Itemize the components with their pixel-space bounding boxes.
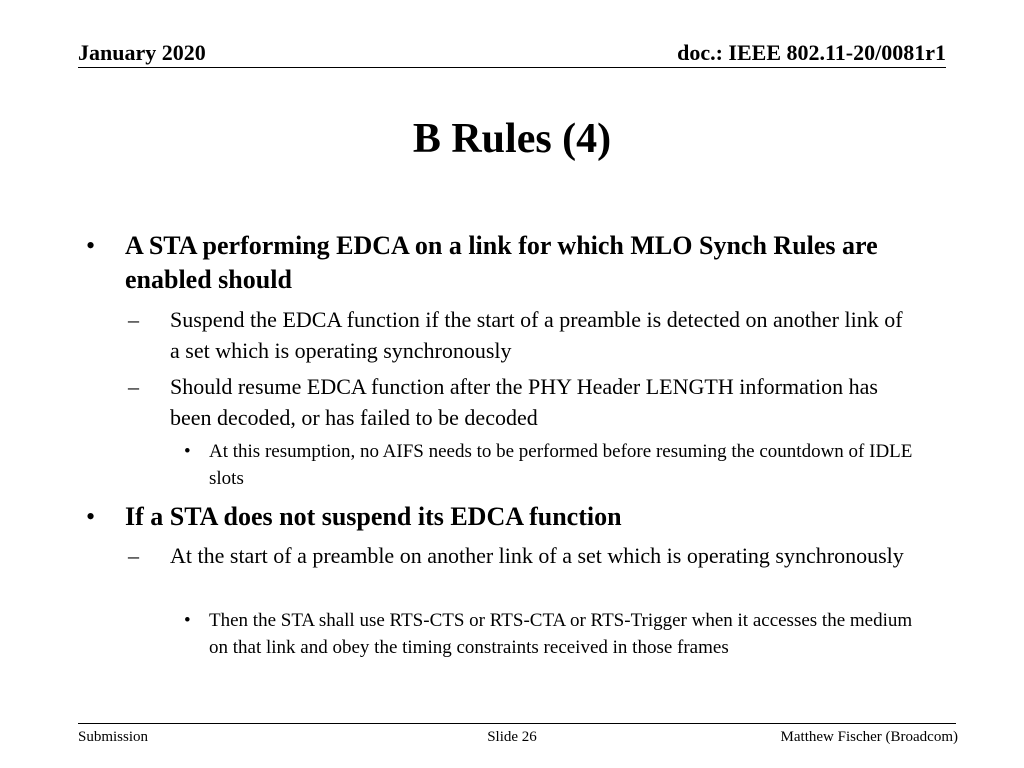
header-date: January 2020 xyxy=(78,40,206,65)
footer-author: Matthew Fischer (Broadcom) xyxy=(780,729,958,745)
bullet-1-sub-2-sub-1-marker: • xyxy=(184,441,191,462)
footer-submission: Submission xyxy=(78,729,149,745)
bullet-1-sub-2-text: Should resume EDCA function after the PHY Header LENGTH information has been decoded, or has failed to be decoded xyxy=(170,374,878,430)
bullet-1-sub-2-marker: – xyxy=(128,374,139,399)
bullet-2-sub-1-sub-1-marker: • xyxy=(184,610,191,631)
header-doc-id: doc.: IEEE 802.11-20/0081r1 xyxy=(677,40,946,65)
bullet-2-marker: • xyxy=(86,502,96,531)
bullet-1-text: A STA performing EDCA on a link for which MLO Synch Rules are enabled should xyxy=(125,231,878,294)
footer-slide-number: Slide 26 xyxy=(487,729,537,745)
bullet-1-sub-2-sub-1-text: At this resumption, no AIFS needs to be performed before resuming the countdown of IDLE slots xyxy=(209,441,913,489)
bullet-2-sub-1-marker: – xyxy=(128,543,139,568)
bullet-2-text: If a STA does not suspend its EDCA function xyxy=(125,502,622,531)
bullet-2-sub-1-sub-1-text: Then the STA shall use RTS-CTS or RTS-CTA or RTS-Trigger when it accesses the medium on that link and obey the timing constraints received in those frames xyxy=(209,610,913,658)
bullet-1-marker: • xyxy=(86,231,96,260)
footer-rule xyxy=(78,723,956,724)
bullet-1-sub-1-marker: – xyxy=(128,307,139,332)
header-rule xyxy=(78,67,946,68)
bullet-1-sub-1-text: Suspend the EDCA function if the start of a preamble is detected on another link of a set which is operating synchronously xyxy=(170,307,903,363)
slide-title: B Rules (4) xyxy=(412,116,612,162)
bullet-2-sub-1-text: At the start of a preamble on another link of a set which is operating synchronously xyxy=(170,543,904,568)
